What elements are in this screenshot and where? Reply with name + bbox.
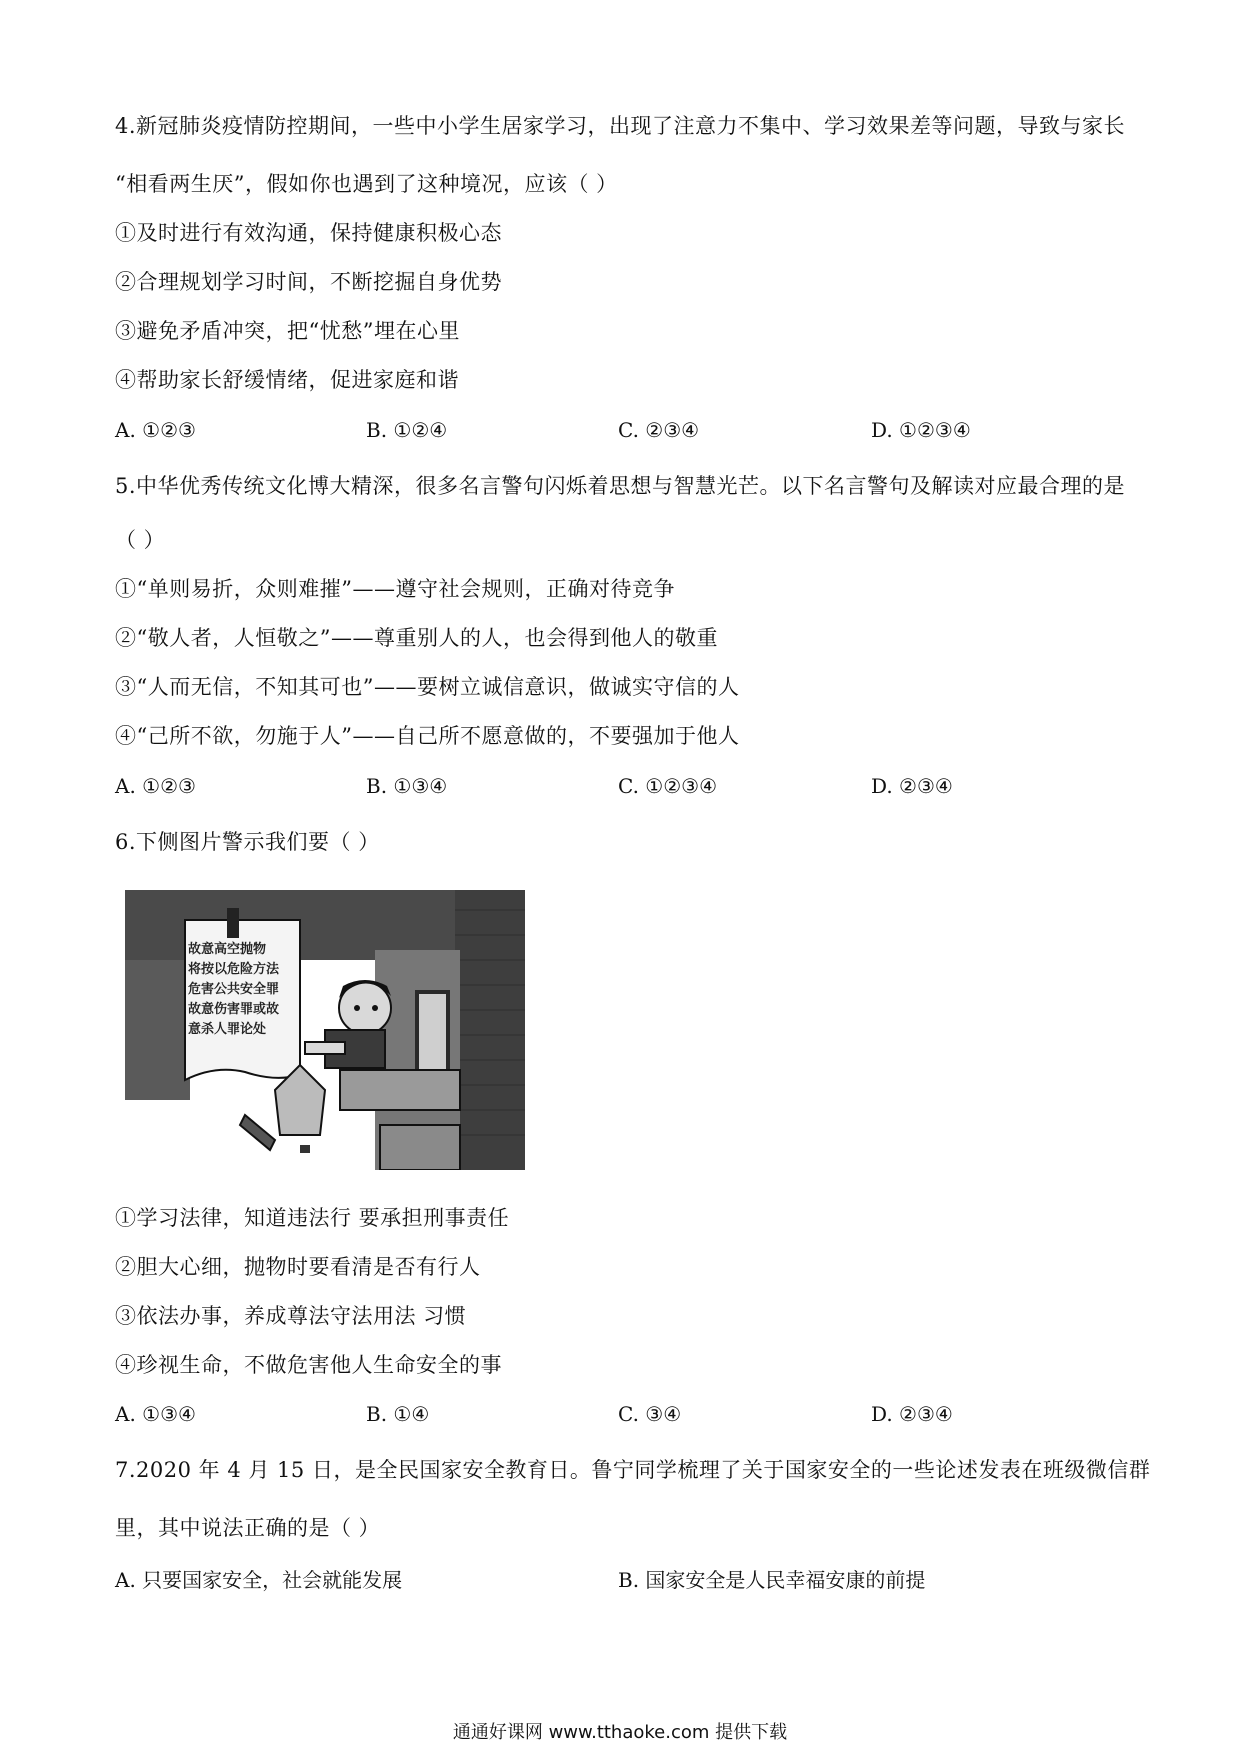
q6-stem: 6.下侧图片警示我们要（ ） <box>115 830 380 854</box>
q6-option-b[interactable]: B. ①④ <box>366 1402 430 1426</box>
q6-option-d[interactable]: D. ②③④ <box>871 1402 953 1426</box>
q6-item-3: ③依法办事，养成尊法守法用法 习惯 <box>115 1304 467 1328</box>
notice-line: 危害公共安全罪 <box>188 982 280 997</box>
page-footer: 通通好课网 www.tthaoke.com 提供下载 <box>452 1722 788 1743</box>
notice-line: 故意伤害罪或故 <box>188 1002 280 1017</box>
notice-line: 意杀人罪论处 <box>188 1022 267 1037</box>
notice-line: 将按以危险方法 <box>188 962 280 977</box>
q4-stem-line2: “相看两生厌”，假如你也遇到了这种境况，应该（ ） <box>115 172 618 196</box>
q7-stem-line1: 7.2020 年 4 月 15 日，是全民国家安全教育日。鲁宁同学梳理了关于国家安全的一些论述发表在班级微信群 <box>115 1458 1151 1482</box>
q5-option-a[interactable]: A. ①②③ <box>115 774 196 798</box>
cartoon-illustration <box>125 890 525 1170</box>
q4-option-d[interactable]: D. ①②③④ <box>871 418 971 442</box>
q4-item-2: ②合理规划学习时间，不断挖掘自身优势 <box>115 270 502 294</box>
q6-option-a[interactable]: A. ①③④ <box>115 1402 196 1426</box>
q4-item-3: ③避免矛盾冲突，把“忧愁”埋在心里 <box>115 319 460 343</box>
q5-option-b[interactable]: B. ①③④ <box>366 774 448 798</box>
q7-option-a[interactable]: A. 只要国家安全，社会就能发展 <box>115 1568 403 1592</box>
q4-item-1: ①及时进行有效沟通，保持健康积极心态 <box>115 221 502 245</box>
q6-item-4: ④珍视生命，不做危害他人生命安全的事 <box>115 1353 502 1377</box>
q5-item-4: ④“己所不欲，勿施于人”——自己所不愿意做的，不要强加于他人 <box>115 724 740 748</box>
q5-item-2: ②“敬人者，人恒敬之”——尊重别人的人，也会得到他人的敬重 <box>115 626 718 650</box>
notice-line: 故意高空抛物 <box>188 942 267 957</box>
q7-stem-line2: 里，其中说法正确的是（ ） <box>115 1516 381 1540</box>
q5-option-c[interactable]: C. ①②③④ <box>618 774 718 798</box>
q4-option-b[interactable]: B. ①②④ <box>366 418 448 442</box>
q6-option-c[interactable]: C. ③④ <box>618 1402 682 1426</box>
q5-stem-line2: （ ） <box>115 528 166 552</box>
q4-stem-line1: 4.新冠肺炎疫情防控期间，一些中小学生居家学习，出现了注意力不集中、学习效果差等问题，导致与家长 <box>115 114 1126 138</box>
notice-text <box>188 940 306 1040</box>
q4-item-4: ④帮助家长舒缓情绪，促进家庭和谐 <box>115 368 459 392</box>
q5-item-1: ①“单则易折，众则难摧”——遵守社会规则，正确对待竞争 <box>115 577 675 601</box>
q6-item-2: ②胆大心细，抛物时要看清是否有行人 <box>115 1255 481 1279</box>
q7-option-b[interactable]: B. 国家安全是人民幸福安康的前提 <box>618 1568 926 1592</box>
q4-option-a[interactable]: A. ①②③ <box>115 418 196 442</box>
q6-item-1: ①学习法律，知道违法行 要承担刑事责任 <box>115 1206 510 1230</box>
q5-item-3: ③“人而无信，不知其可也”——要树立诚信意识，做诚实守信的人 <box>115 675 740 699</box>
q4-option-c[interactable]: C. ②③④ <box>618 418 700 442</box>
q5-stem-line1: 5.中华优秀传统文化博大精深，很多名言警句闪烁着思想与智慧光芒。以下名言警句及解读对应最合理的是 <box>115 474 1126 498</box>
q5-option-d[interactable]: D. ②③④ <box>871 774 953 798</box>
